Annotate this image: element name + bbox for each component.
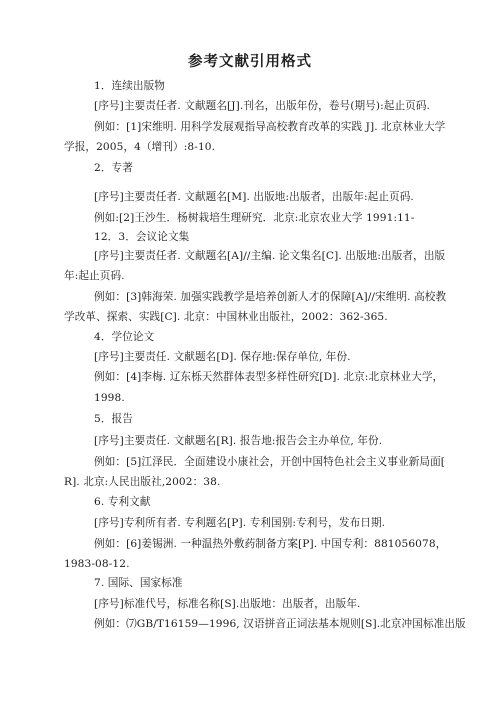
example-line: 例如：[5]江泽民．全面建设小康社会，开创中国特色社会主义事业新局面[ — [94, 456, 446, 468]
format-line: [序号]专利所有者. 专利题名[P]. 专利国别:专利号，发布日期. — [94, 517, 386, 529]
section-heading-report: 5．报告 — [94, 413, 133, 425]
example-line-cont: 1998. — [94, 392, 125, 404]
example-line-cont: 1983-08-12. — [64, 558, 130, 570]
section-heading-proceedings: 12．3．会议论文集 — [94, 231, 190, 243]
example-line-cont: 学改革、探索、实践[C]. 北京：中国林业出版社，2002：362-365. — [64, 311, 388, 323]
example-line: 例如:[2]王沙生．杨树栽培生理研究．北京:北京农业大学 1991:11- — [94, 212, 415, 224]
format-line: [序号]主要责任者. 文献题名[A]//主编. 论文集名[C]. 出版地:出版者，出版 — [94, 250, 446, 262]
format-line: [序号]标准代号，标准名称[S].出版地：出版者，出版年. — [94, 598, 361, 610]
section-heading-patent: 6. 专利文献 — [94, 496, 151, 508]
example-line-cont: 学报，2005，4（增刊）:8-10. — [64, 141, 216, 153]
format-line: [序号]主要责任. 文献题名[R]. 报告地:报告会主办单位, 年份. — [94, 435, 383, 447]
format-line: [序号]主要责任者. 文献题名[J].刊名，出版年份，卷号(期号):起止页码. — [94, 100, 431, 112]
section-heading-standard: 7. 国际、国家标准 — [94, 577, 183, 589]
document-title: 参考文献引用格式 — [188, 53, 312, 70]
format-line: [序号]主要责任. 文献题名[D]. 保存地:保存单位, 年份. — [94, 351, 351, 363]
section-heading-thesis: 4．学位论文 — [94, 331, 155, 343]
example-line: 例如：[6]姜锡洲. 一种温热外敷药制备方案[P]. 中国专利：881056078， — [94, 538, 447, 550]
example-line: 例如：[3]韩海荣. 加强实践教学是培养创新人才的保障[A]//宋维明. 高校教 — [94, 291, 447, 303]
example-line: 例如：[4]李梅. 辽东栎天然群体表型多样性研究[D]. 北京:北京林业大学， — [94, 371, 444, 383]
example-line: 例如：⑺GB/T16159—1996, 汉语拼音正词法基本规则[S].北京冲国标准出版 — [94, 618, 466, 630]
section-heading-serials: 1．连续出版物 — [94, 80, 166, 92]
format-line: [序号]主要责任者. 文献题名[M]. 出版地:出版者，出版年:起止页码. — [94, 191, 414, 203]
example-line: 例如：[1]宋维明. 用科学发展观指导高校教育改革的实践 J]. 北京林业大学 — [94, 121, 446, 133]
format-line-cont: 年:起止页码. — [64, 270, 125, 282]
section-heading-monograph: 2．专著 — [94, 162, 133, 174]
example-line-cont: R]. 北京:人民出版社,2002：38. — [64, 476, 221, 488]
